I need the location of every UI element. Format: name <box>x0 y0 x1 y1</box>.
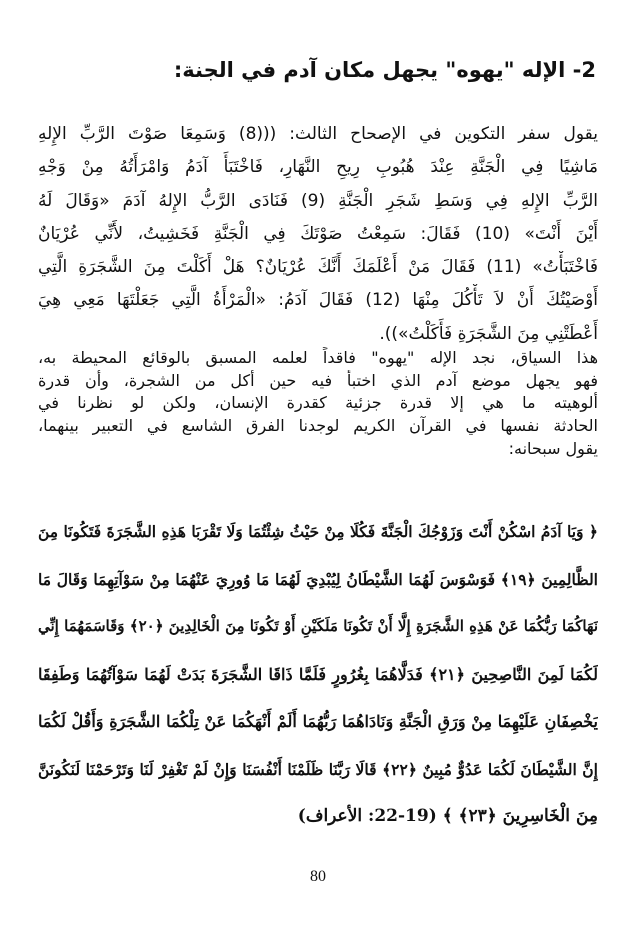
paragraph-line: الحادثة نفسها في القرآن الكريم لوجدنا الفرق الشاسع في التعبير بينهما، <box>38 416 598 436</box>
quran-line: إِنَّ الشَّيْطَانَ لَكُمَا عَدُوٌّ مُبِينٌ ﴿٢٢﴾ قَالَا رَبَّنَا ظَلَمْنَا أَنْفُسَنَا وَإِنْ لَمْ تَغْفِرْ لَنَا وَتَرْحَمْنَا لَنَكُونَنَّ <box>38 759 598 779</box>
bible-line: أَوْصَيْتُكَ أَنْ لاَ تَأْكُلَ مِنْهَا (12) فَقَالَ آدَمُ: «الْمَرْأَةُ الَّتِي جَعَلْتَهَا مَعِي هِيَ <box>38 290 598 311</box>
quran-line: الظَّالِمِينَ ﴿١٩﴾ فَوَسْوَسَ لَهُمَا الشَّيْطَانُ لِيُبْدِيَ لَهُمَا مَا وُورِيَ عَنْهُمَا مِنْ سَوْآتِهِمَا وَقَالَ مَا <box>38 569 598 589</box>
quran-line: نَهَاكُمَا رَبُّكُمَا عَنْ هَذِهِ الشَّجَرَةِ إِلَّا أَنْ تَكُونَا مَلَكَيْنِ أَوْ تَكُونَا مِنَ الْخَالِدِينَ ﴿٢٠﴾ وَقَاسَمَهُمَا إِنِّي <box>38 617 598 635</box>
bible-line: أَعْطَتْنِي مِنَ الشَّجَرَةِ فَأَكَلْتُ»)). <box>379 323 598 344</box>
paragraph-line: يقول سبحانه: <box>508 438 598 458</box>
bible-line: الرَّبِّ الإِلهِ فِي وَسَطِ شَجَرِ الْجَنَّةِ (9) فَنَادَى الرَّبُّ الإِلهُ آدَمَ «وَقَالَ لَهُ <box>38 190 598 211</box>
paragraph-line: هذا السياق، نجد الإله "يهوه" فاقداً لعلمه المسبق بالوقائع المحيطة به، <box>38 348 598 367</box>
bible-line: يقول سفر التكوين في الإصحاح الثالث: (((8) وَسَمِعَا صَوْتَ الرَّبِّ الإِلهِ <box>38 124 598 144</box>
bible-quote <box>38 118 598 351</box>
quran-quote <box>38 508 598 841</box>
paragraph-line: ألوهيته ما هي إلا قدرة جزئية كقدرة الإنسان، ولكن لو نظرنا في <box>38 393 598 413</box>
section-heading: 2- الإله "يهوه" يجهل مكان آدم في الجنة: <box>173 58 596 82</box>
bible-line: فَاخْتَبَأْتُ» (11) فَقَالَ مَنْ أَعْلَمَكَ أَنَّكَ عُرْيَانٌ؟ هَلْ أَكَلْتَ مِنَ الشَّجَرَةِ الَّتِي <box>38 257 598 278</box>
quran-line: لَكُمَا لَمِنَ النَّاصِحِينَ ﴿٢١﴾ فَدَلَّاهُمَا بِغُرُورٍ فَلَمَّا ذَاقَا الشَّجَرَةَ بَدَتْ لَهُمَا سَوْآتُهُمَا وَطَفِقَا <box>38 664 598 684</box>
quran-line: ﴿ وَيَا آدَمُ اسْكُنْ أَنْتَ وَزَوْجُكَ الْجَنَّةَ فَكُلَا مِنْ حَيْثُ شِئْتُمَا وَلَا تَقْرَبَا هَذِهِ الشَّجَرَةَ فَتَكُونَا مِنَ <box>38 522 598 541</box>
page-number: 80 <box>310 868 326 885</box>
bible-line: أَيْنَ أَنْتَ» (10) فَقَالَ: سَمِعْتُ صَوْتَكَ فِي الْجَنَّةِ فَخَشِيتُ، لأَنِّي عُرْيَانٌ <box>38 223 598 244</box>
commentary-paragraph <box>38 347 598 461</box>
document-page <box>38 30 598 910</box>
paragraph-line: فهو يجهل موضع آدم الذي اختبأ فيه حين أكل من الشجرة، وأن قدرة <box>38 370 598 390</box>
quran-line: يَخْصِفَانِ عَلَيْهِمَا مِنْ وَرَقِ الْجَنَّةِ وَنَادَاهُمَا رَبُّهُمَا أَلَمْ أَنْهَكُمَا عَنْ تِلْكُمَا الشَّجَرَةِ وَأَقُلْ لَكُمَا <box>38 712 598 731</box>
bible-line: مَاشِيًا فِي الْجَنَّةِ عِنْدَ هُبُوبِ رِيحِ النَّهَارِ، فَاخْتَبَأَ آدَمُ وَامْرَأَتُهُ مِنْ وَجْهِ <box>38 157 598 178</box>
quran-line: مِنَ الْخَاسِرِينَ ﴿٢٣﴾ ﴾ (19-22: الأعراف) <box>297 806 598 826</box>
